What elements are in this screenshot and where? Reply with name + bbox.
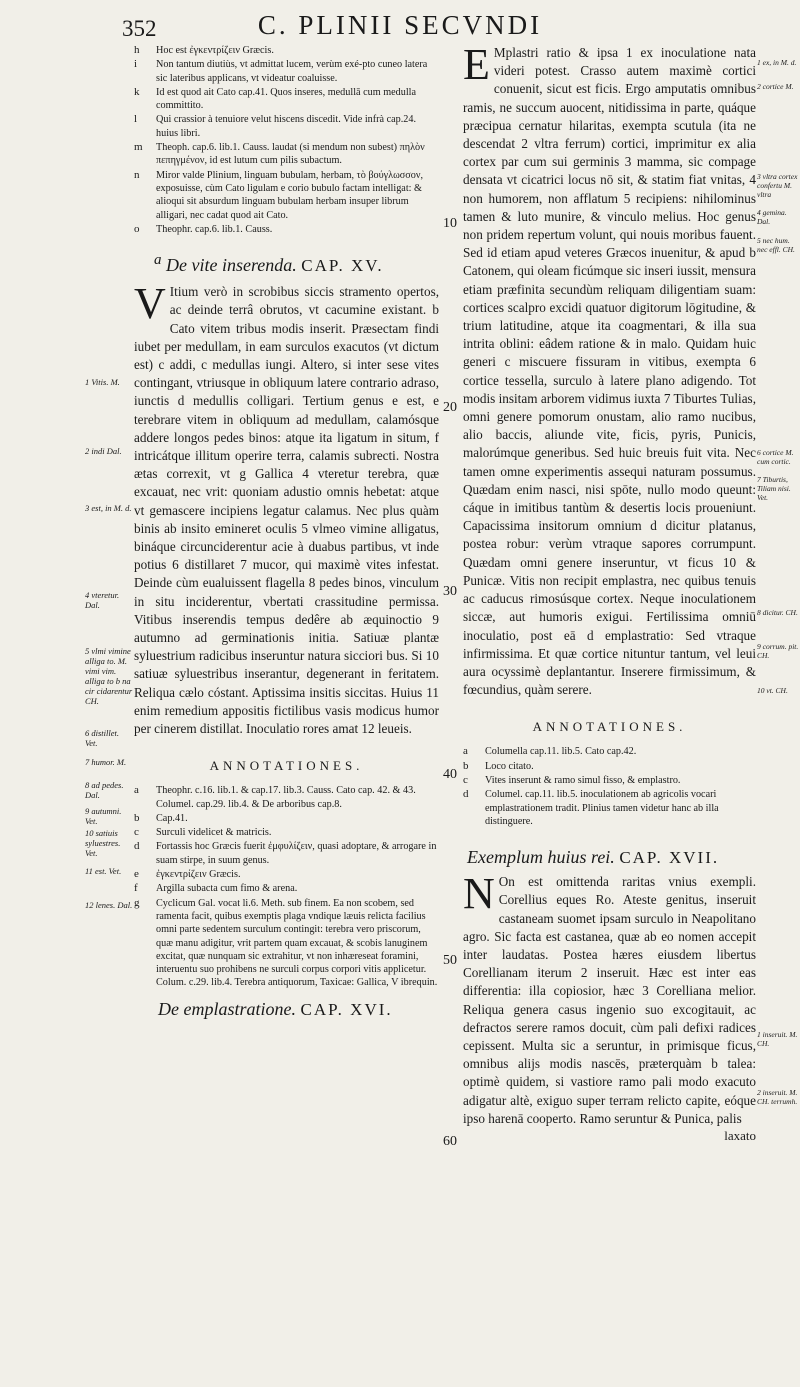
drop-cap: V [134,279,166,329]
margin-note: 11 est. Vet. [85,866,122,876]
running-title: C. PLINII SECVNDI [257,10,543,40]
right-annotations [463,745,756,828]
margin-note: 8 dicitur. CH. [757,608,798,617]
annotation-item: c Vites inserunt & ramo simul fisso, & emplastro. [463,773,681,786]
margin-note: 6 cortice M. cum cortic. [757,448,794,466]
line-number: 20 [443,400,457,415]
annotation-item: i Non tantum diutiùs, vt admittat lucem, verùm exé-pto cuneo latera sic lateribus applicans, vt videatur coaluisse. [134,58,428,84]
line-number: 50 [443,953,457,968]
margin-note: 6 distillet. Vet. [85,728,119,748]
catchword: laxato [724,1127,756,1143]
margin-note: 9 autumni. Vet. [85,806,122,826]
margin-note: 2 indi Dal. [85,446,122,456]
page-number: 352 [122,16,157,41]
line-number: 40 [443,767,457,782]
annotations-heading-right: ANNOTATIONES. [532,719,687,735]
margin-note: 7 humor. M. [85,757,127,767]
margin-note: 3 vltra cortex confertu M. vltra [757,172,798,199]
margin-note: 4 gemina. Dal. [757,208,787,226]
margin-note: 10 vt. CH. [757,686,788,695]
annotation-item: b Loco citato. [463,759,534,772]
annotation-item: o Theophr. cap.6. lib.1. Causs. [134,222,273,235]
annotation-item: c Surculi videlicet & matricis. [134,826,272,839]
margin-note: 3 est, in M. d. [85,503,132,513]
left-top-annotations [134,44,439,236]
margin-note: 8 ad pedes. Dal. [85,780,124,800]
chapter-17-text: N On est omittenda raritas vnius exempli. Corellius eques Ro. Ateste genitus, inseruit castaneam suomet ipsam surculo in Neapolitano agro. Sic facta est castanea, quæ ab eo nomen accepit inter laudatas. Postea hæres eiusdem libertus Corellianam iterum 2 inseruit. Hæc est inter eas differentia: illa copiosior, hæc 3 Corelliana melior. Reliqua genera casus ingenio suo excogitauit, ac defractos serere ramos docuit, cùm pali defixi radices cepissent. Multa sic a seruntur, in primisque ficus, omnibus alijs modis nascēs, præterquàm b talea: optimè quidem, si vastiore ramo pali modo exacuto adigatur altè, exiguo super terram relicto capite, eóque ipso harenā cooperto. Ramo seruntur & Punica, palis [463,869,756,1126]
annotation-item: h Hoc est ἐγκεντρίζειν Græcis. [134,44,274,56]
drop-cap: N [463,869,495,919]
annotation-item: e ἐγκεντρίζειν Græcis. [134,868,241,881]
annotation-item: l Qui crassior à tenuiore velut hiscens discedit. Vide infrà cap.24. huius libri. [134,113,417,139]
chapter-17-heading: Exemplum huius rei. CAP. XVII. [467,847,720,868]
annotations-heading-left: ANNOTATIONES. [209,758,364,774]
margin-note: 12 lenes. Dal. [85,900,133,910]
chapter-16-text: E Mplastri ratio & ipsa 1 ex inoculatione nata videri potest. Crasso autem maximè cortici conuenit, sicut est ficis. Ergo amputatis omnibus ramis, ne succum auocent, nitidissima in parte, quáque præcipua cernatur hilaritas, exempta scutula (ita ne descendat 2 vltra ferrum) cortici, imprimitur ex alia cortex par cum sui germinis 3 mamma, sic compage densata vt cicatrici locus nō sit, & statim fiat vnitas, 4 non humorem, non afflatum 5 recipiens: nihilominus tamen & luto munire, & vinculo melius. Hoc genus non pridem repertum volunt, qui nouis moribus fauent. Sed id etiam apud veteres Græcos inuenitur, & apud b Catonem, qui oleam ficúmque sic inseri iussit, mensura etiam præfinita secundùm reliquam diligentiam suam: cortices scalpro excidi quatuor digitorum lōgitudine, & trium latitudine, atque ita coagmentari, & illa sua intrita oblini: eâdem ratione & in malo. Quidam huic generi c miscuere fissuram in vitibus, exempta 6 cortice tessella, surculo à latere plano adigendo. Tot modis insitam arborem vidimus iuxta 7 Tiburtes Tulias, omni genere pomorum onustam, alio ramo nucibus, alio baccis, aliunde vite, ficis, pyris, Punicis, malorúmque generibus. Sed huic breuis fuit vita. Nec tamen omne experimentis assequi naturam possumus. Quædam enim nasci, nisi spōte, nullo modo queunt: cáque in imitibus tantùm & desertis locis proueniunt. Capacissima insitorum omnium d dicitur platanus, postea robur: verùm vtraque sapores corrumpunt. Quædam omni genere inseruntur, vt ficus 10 & Punicæ. Vitis non recipit emplastra, nec quibus tenuis ac caducus rimosúsque cortex. Neque inoculationem siccæ, aut humoris exigui. Fertilissima omniū inoculatio, post eā d emplastratio: Sed vtraque infirmissima. Et quæ cortice nituntur tantum, vel leui aura ocyssimè deplantantur. Inserere firmissimum, & fœcundius, quàm serere. [463,44,756,698]
left-bottom-annotations [134,784,439,989]
margin-note: 7 Tiburtis, Tiliam nisi. Vet. [757,475,791,502]
drop-cap: E [463,44,490,89]
chapter-16-heading: De emplastratione. CAP. XVI. [158,998,393,1019]
margin-note: 1 inseruit. M. CH. [757,1030,798,1048]
margin-note: 2 inseruit. M. CH. terrumh. [757,1088,798,1106]
annotation-item: d Columel. cap.11. lib.5. inoculationem ab agricolis vocari emplastrationem tradit. Plinius tamen videtur hanc ab illa distinguere. [463,788,719,827]
margin-note: 1 Vitis. M. [85,377,120,387]
right-column [463,44,756,1144]
annotation-item: a Theophr. c.16. lib.1. & cap.17. lib.3. Causs. Cato cap. 42. & 43. Columel. cap.29. lib.4. & De arboribus cap.8. [134,784,416,810]
left-column [134,44,439,1027]
margin-note: 1 ex, in M. d. [757,58,797,67]
chapter-15-heading: $^a$ De vite inserenda. CAP. XV. [154,252,384,276]
line-number: 30 [443,584,457,599]
line-number: 60 [443,1134,457,1149]
margin-note: 10 satiuis syluestres. Vet. [85,828,121,858]
margin-note: 5 vlmi vimine alliga to. M. vimi vim. alliga to b na cir cidarentur CH. [85,646,133,706]
margin-note: 4 vteretur. Dal. [85,590,120,610]
chapter-15-text: V Itium verò in scrobibus siccis stramento opertos, ac deinde terrâ obrutos, vt cacumine existant. b Cato vitem tribus modis inserit. Præsectam findi iubet per medullam, in eam surculos exacutos (vt dictum est) c addi, c medullas iungi. Altero, si inter sese vites contingant, vtriusque in obliquum latere contrario adraso, iunctis d medullis colligari. Tertium genus e est, e terebrare vitem in obliquum ad medullam, calamósque addere longos pedes binos: atque ita ligatum in situm, f intricátque illitum operire terra, calamis subrecti. Nostra ætas correxit, vt g Gallica 4 vteretur terebra, quæ excauat, nec vrit: quoniam adustio omnis hebetat: atque vt gemascere incipiens legatur calamus. Nec plus quàm binis ab insito emineret oculis 5 vlmeo vimine alligatus, bináque circunciderentur acie à duabus partibus, vt inde potius 6 distillaret 7 mucor, qui maximè vites infestat. Deinde cùm eualuissent flagella 8 pedes binos, vinculum in situ inciderentur, vbertati crassitudine permissa. Vitibus inserendis tempus dedêre ab æquinoctio 9 autumno ad germinationis initia. Satiuæ plantæ syluestrium radicibus inseruntur natura sicciori bus. Si 10 satiuæ syluestribus inserantur, degenerant in feritatem. Reliqua cælo cóstant. Aptissima insitis siccitas. Huius 11 enim remedium appositis fictilibus vasis modicus humor per cinerem distillat. Inoculatio rores amat 12 leueis. [134,279,439,737]
line-number: 10 [443,216,457,231]
annotation-item: g Cyclicum Gal. vocat li.6. Meth. sub finem. Ea non scobem, sed ramenta facit, quibus exemptis plaga vndique læuis relicta facilius omni parte sedentem surculum contingit: terebra vero priscorum, quæ manu adigitur, vrit partem quam excauat, & scobis lanuginem excitat, quæ nunquam sic extrahitur, vt non inhæreseat foramini, interuentu suo prohibens ne surculi corpus corpori vitis applicetur. Colum. c.29. lib.4. Terebra antiquorum, Taxicae: Gallica, V ibrequin. [134,896,438,989]
margin-note: 9 corrum. pit. CH. [757,642,799,660]
margin-note: 2 cortice M. [757,82,794,91]
page-header [0,0,800,40]
annotation-item: f Argilla subacta cum fimo & arena. [134,882,298,895]
margin-note: 5 nec hum. nec effl. CH. [757,236,795,254]
annotation-item: a Columella cap.11. lib.5. Cato cap.42. [463,745,637,758]
annotation-item: k Id est quod ait Cato cap.41. Quos inseres, medullā cum medulla committito. [134,85,417,112]
annotation-item: d Fortassis hoc Græcis fuerit ἐμφυλίζειν, quasi adoptare, & arrogare in suam stirpe, in suum genus. [134,840,437,866]
annotation-item: m Theoph. cap.6. lib.1. Causs. laudat (si mendum non subest) πηλὸν πεπηγμένον, id est lutum cum pilis subactum. [134,141,425,167]
annotation-item: n Miror valde Plinium, linguam bubulam, herbam, τὸ βούγλωσσον, exposuisse, cùm Cato ligulam e corio bubulo factam intelligat: & alioqui sit absurdum linguam bubulam herbam insuper librum alligari, nec cadat quod ait Cato. [134,168,424,221]
annotation-item: b Cap.41. [134,811,188,824]
